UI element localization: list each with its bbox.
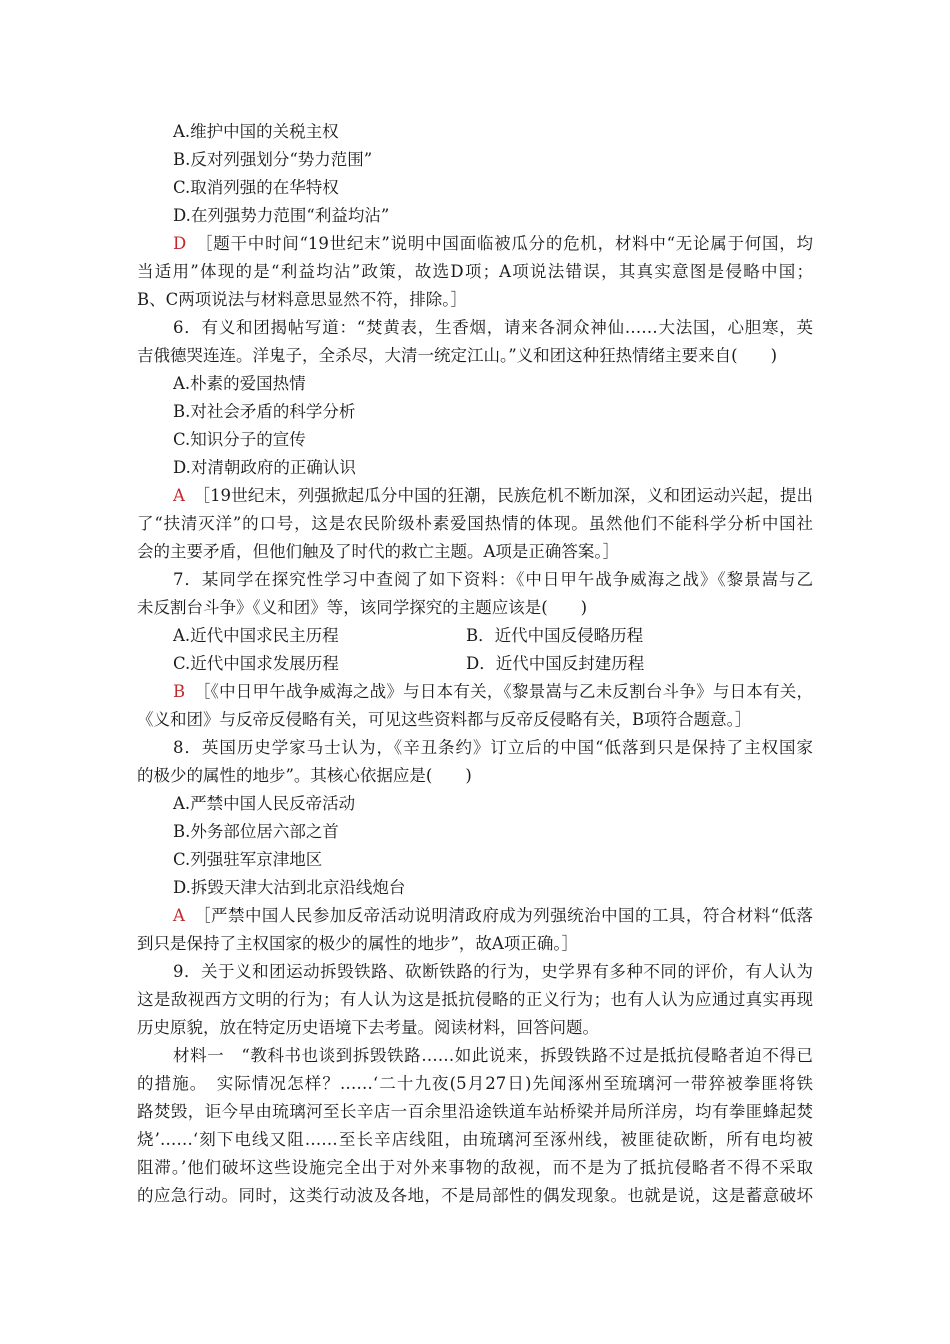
q8-stem-line-1: 8．英国历史学家马士认为，《辛丑条约》订立后的中国“低落到只是保持了主权国家 (173, 738, 813, 757)
q7-explanation-line-2: 《义和团》与反帝反侵略有关，可见这些资料都与反帝反侵略有关，B项符合题意。］ (137, 710, 752, 729)
q5-explanation-line-2: 当适用”体现的是“利益均沾”政策，故选D项；A项说法错误，其真实意图是侵略中国； (137, 262, 813, 281)
q9-material-line-2: 的措施。 实际情况怎样？……‘二十九夜(5月27日)先闻涿州至琉璃河一带猝被拳匪将铁 (137, 1074, 813, 1093)
q6-option-c: C.知识分子的宣传 (173, 430, 306, 449)
q7-option-a: A.近代中国求民主历程 (173, 626, 339, 645)
q8-option-c: C.列强驻军京津地区 (173, 850, 323, 869)
q7-option-c: C.近代中国求发展历程 (173, 654, 339, 673)
q9-material-line-4: 烧’……‘刻下电线又阻……至长辛店线阻，由琉璃河至涿州线，被匪徒砍断，所有电均被 (137, 1130, 813, 1149)
q6-explanation-line-1: A ［19世纪末，列强掀起瓜分中国的狂潮，民族危机不断加深，义和团运动兴起，提出 (173, 486, 814, 505)
q9-stem-line-1: 9．关于义和团运动拆毁铁路、砍断铁路的行为，史学界有多种不同的评价，有人认为 (173, 962, 813, 981)
q7-option-d: D．近代中国反封建历程 (466, 654, 645, 673)
q6-option-b: B.对社会矛盾的科学分析 (173, 402, 356, 421)
q6-option-a: A.朴素的爱国热情 (173, 374, 306, 393)
q8-explanation-line-1: A ［严禁中国人民参加反帝活动说明清政府成为列强统治中国的工具，符合材料“低落 (173, 906, 814, 925)
q8-answer: A (173, 906, 185, 925)
q6-answer: A (173, 486, 185, 505)
q5-option-a: A.维护中国的关税主权 (173, 122, 339, 141)
q8-option-b: B.外务部位居六部之首 (173, 822, 339, 841)
q5-option-d: D.在列强势力范围“利益均沾” (173, 206, 390, 225)
q9-material-line-6: 的应急行动。同时，这类行动波及各地，不是局部性的偶发现象。也就是说，这是蓄意破坏 (137, 1186, 813, 1205)
q9-material-line-3: 路焚毁，讵今早由琉璃河至长辛店一百余里沿途铁道车站桥梁并局所洋房，均有拳匪蜂起焚 (137, 1102, 813, 1121)
q8-stem-line-2: 的极少的属性的地步”。其核心依据应是( ) (137, 766, 472, 785)
q7-answer: B (173, 682, 186, 701)
q5-option-c: C.取消列强的在华特权 (173, 178, 339, 197)
q6-stem-line-1: 6．有义和团揭帖写道：“焚黄表，生香烟，请来各洞众神仙……大法国，心胆寒，英 (173, 318, 813, 337)
q8-option-a: A.严禁中国人民反帝活动 (173, 794, 356, 813)
q6-explanation-line-2: 了“扶清灭洋”的口号，这是农民阶级朴素爱国热情的体现。虽然他们不能科学分析中国社 (137, 514, 813, 533)
q9-stem-line-3: 历史原貌，放在特定历史语境下去考量。阅读材料，回答问题。 (137, 1018, 599, 1037)
q6-stem-line-2: 吉俄德哭连连。洋鬼子，全杀尽，大清一统定江山。”义和团这种狂热情绪主要来自( ) (137, 346, 778, 365)
q7-option-b: B．近代中国反侵略历程 (466, 626, 644, 645)
q8-explanation-line-2: 到只是保持了主权国家的极少的属性的地步”，故A项正确。］ (137, 934, 579, 953)
q7-stem-line-1: 7．某同学在探究性学习中查阅了如下资料：《中日甲午战争威海之战》《黎景嵩与乙 (173, 570, 813, 589)
q7-stem-line-2: 未反割台斗争》《义和团》等，该同学探究的主题应该是( ) (137, 598, 588, 617)
q8-option-d: D.拆毁天津大沽到北京沿线炮台 (173, 878, 406, 897)
q6-explanation-line-3: 会的主要矛盾，但他们触及了时代的救亡主题。A项是正确答案。］ (137, 542, 620, 561)
q6-option-d: D.对清朝政府的正确认识 (173, 458, 356, 477)
q5-explanation-line-1: D ［题干中时间“19世纪末”说明中国面临被瓜分的危机，材料中“无论属于何国，均 (173, 234, 813, 253)
q9-stem-line-2: 这是敌视西方文明的行为；有人认为这是抵抗侵略的正义行为；也有人认为应通过真实再现 (137, 990, 813, 1009)
q9-material-line-1: 材料一 “教科书也谈到拆毁铁路……如此说来，拆毁铁路不过是抵抗侵略者迫不得已 (173, 1046, 813, 1065)
q7-explanation-line-1: B ［《中日甲午战争威海之战》与日本有关，《黎景嵩与乙未反割台斗争》与日本有关， (173, 682, 814, 701)
q5-answer: D (173, 234, 187, 253)
q9-material-line-5: 阻滞。’他们破坏这些设施完全出于对外来事物的敌视，而不是为了抵抗侵略者不得不采取 (137, 1158, 813, 1177)
q5-explanation-line-3: B、C两项说法与材料意思显然不符，排除。］ (137, 290, 467, 309)
q5-option-b: B.反对列强划分“势力范围” (173, 150, 373, 169)
